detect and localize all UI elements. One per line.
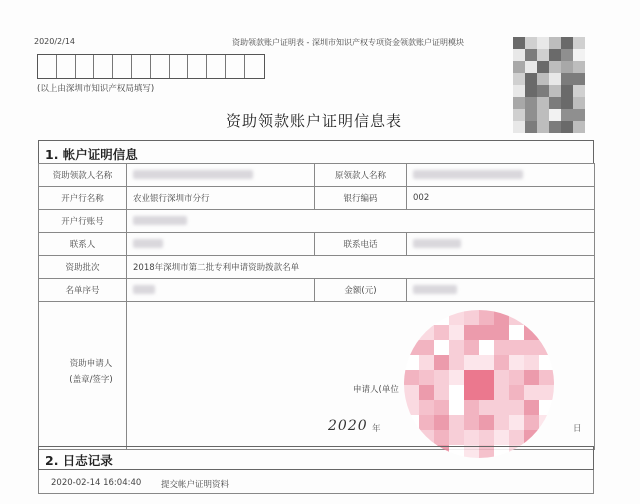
qr-pixel [561, 61, 573, 73]
stamp-pixel [509, 415, 524, 430]
stamp-pixel [479, 310, 494, 325]
stamp-pixel [509, 370, 524, 385]
stamp-pixel [524, 430, 539, 445]
qr-pixel [513, 97, 525, 109]
stamp-pixel [464, 400, 479, 415]
qr-pixel [573, 49, 585, 61]
stamp-pixel [524, 340, 539, 355]
stamp-pixel [404, 385, 419, 400]
qr-pixel [573, 97, 585, 109]
stamp-pixel [479, 370, 494, 385]
stamp-pixel [434, 385, 449, 400]
stamp-pixel [479, 355, 494, 370]
code-box [132, 55, 151, 78]
phone-label: 联系电话 [315, 233, 407, 256]
qr-pixel [537, 61, 549, 73]
stamp-pixel [404, 340, 419, 355]
table-row [39, 256, 595, 279]
qr-pixel [573, 61, 585, 73]
qr-pixel [573, 109, 585, 121]
payee-name-label: 资助领款人名称 [39, 164, 127, 187]
stamp-pixel [539, 310, 554, 325]
qr-pixel [525, 73, 537, 85]
original-payee-label: 原领款人名称 [315, 164, 407, 187]
stamp-pixel [449, 325, 464, 340]
stamp-pixel [449, 310, 464, 325]
table-row [39, 279, 595, 302]
qr-pixel [573, 37, 585, 49]
qr-pixel [549, 85, 561, 97]
stamp-pixel [524, 370, 539, 385]
qr-pixel [549, 37, 561, 49]
qr-pixel [549, 73, 561, 85]
code-box [188, 55, 207, 78]
stamp-pixel [449, 385, 464, 400]
stamp-pixel [464, 415, 479, 430]
signature-label-line2: (盖章/签字) [69, 375, 113, 385]
bank-code-label: 银行编码 [315, 187, 407, 210]
year-label: 年 [372, 424, 381, 434]
original-payee-value [407, 164, 595, 187]
amount-value [407, 279, 595, 302]
section-log-heading: 2. 日志记录 [38, 446, 594, 470]
official-seal-stamp [404, 310, 554, 458]
stamp-pixel [539, 355, 554, 370]
stamp-pixel [419, 355, 434, 370]
stamp-pixel [404, 415, 419, 430]
stamp-pixel [404, 370, 419, 385]
stamp-pixel [434, 430, 449, 445]
stamp-pixel [494, 310, 509, 325]
stamp-pixel [419, 370, 434, 385]
stamp-pixel [434, 325, 449, 340]
stamp-pixel [464, 325, 479, 340]
stamp-pixel [539, 430, 554, 445]
stamp-pixel [539, 385, 554, 400]
code-box [113, 55, 132, 78]
code-box [57, 55, 76, 78]
stamp-pixel [509, 355, 524, 370]
stamp-pixel [524, 325, 539, 340]
qr-pixel [537, 49, 549, 61]
table-row [39, 187, 595, 210]
list-number-label: 名单序号 [39, 279, 127, 302]
bank-account-value [127, 210, 595, 233]
redacted-value [133, 216, 187, 225]
code-box [245, 55, 264, 78]
stamp-pixel [524, 415, 539, 430]
qr-pixel [513, 61, 525, 73]
stamp-pixel [404, 430, 419, 445]
stamp-pixel [419, 325, 434, 340]
stamp-pixel [449, 415, 464, 430]
stamp-pixel [419, 340, 434, 355]
code-box [170, 55, 189, 78]
log-action: 提交帐户证明资料 [161, 480, 230, 490]
qr-code-pixelated [513, 37, 585, 133]
stamp-pixel [539, 325, 554, 340]
stamp-pixel [419, 385, 434, 400]
qr-pixel [561, 85, 573, 97]
bank-code-value: 002 [407, 187, 595, 210]
qr-pixel [561, 73, 573, 85]
code-box [207, 55, 226, 78]
bank-name-value: 农业银行深圳市分行 [127, 187, 315, 210]
stamp-pixel [539, 370, 554, 385]
qr-pixel [537, 97, 549, 109]
section-account-info-heading: 1. 帐户证明信息 [38, 140, 594, 164]
qr-pixel [537, 109, 549, 121]
stamp-pixel [434, 370, 449, 385]
log-entry [38, 470, 594, 494]
qr-pixel [573, 121, 585, 133]
stamp-pixel [419, 415, 434, 430]
contact-value [127, 233, 315, 256]
redacted-value [413, 170, 523, 179]
qr-pixel [549, 97, 561, 109]
qr-pixel [561, 37, 573, 49]
qr-pixel [513, 37, 525, 49]
stamp-pixel [509, 325, 524, 340]
qr-pixel [525, 97, 537, 109]
redacted-value [413, 239, 461, 248]
qr-pixel [513, 109, 525, 121]
qr-pixel [573, 85, 585, 97]
qr-pixel [513, 85, 525, 97]
stamp-pixel [509, 400, 524, 415]
contact-label: 联系人 [39, 233, 127, 256]
code-box [38, 55, 57, 78]
qr-pixel [513, 49, 525, 61]
list-number-value [127, 279, 315, 302]
stamp-pixel [479, 415, 494, 430]
stamp-pixel [494, 370, 509, 385]
table-row [39, 210, 595, 233]
qr-pixel [513, 121, 525, 133]
stamp-pixel [434, 355, 449, 370]
qr-pixel [525, 61, 537, 73]
stamp-pixel [509, 310, 524, 325]
qr-pixel [537, 85, 549, 97]
stamp-pixel [404, 310, 419, 325]
qr-pixel [561, 49, 573, 61]
qr-pixel [561, 109, 573, 121]
stamp-pixel [479, 325, 494, 340]
table-row [39, 233, 595, 256]
stamp-pixel [479, 385, 494, 400]
stamp-pixel [524, 400, 539, 415]
handwritten-year: 2020 [328, 418, 368, 434]
redacted-value [413, 285, 457, 294]
stamp-pixel [494, 415, 509, 430]
qr-pixel [549, 61, 561, 73]
signature-label-line1: 资助申请人 [69, 359, 113, 369]
qr-pixel [513, 73, 525, 85]
qr-pixel [549, 121, 561, 133]
qr-pixel [537, 37, 549, 49]
qr-pixel [525, 121, 537, 133]
redacted-value [133, 285, 155, 294]
stamp-pixel [419, 430, 434, 445]
stamp-pixel [524, 355, 539, 370]
stamp-pixel [449, 370, 464, 385]
stamp-pixel [449, 430, 464, 445]
stamp-pixel [464, 340, 479, 355]
stamp-pixel [434, 400, 449, 415]
qr-pixel [525, 85, 537, 97]
code-box [94, 55, 113, 78]
stamp-pixel [494, 355, 509, 370]
stamp-pixel [464, 370, 479, 385]
signature-label-cell [39, 302, 127, 450]
stamp-pixel [494, 325, 509, 340]
code-entry-boxes [37, 54, 265, 79]
print-header-title: 资助领款账户证明表 - 深圳市知识产权专项资金领款账户证明模块 [232, 38, 464, 47]
qr-pixel [549, 49, 561, 61]
qr-pixel [561, 97, 573, 109]
stamp-pixel [494, 430, 509, 445]
stamp-pixel [494, 385, 509, 400]
stamp-pixel [419, 400, 434, 415]
stamp-pixel [479, 340, 494, 355]
payee-name-value [127, 164, 315, 187]
stamp-pixel [509, 340, 524, 355]
stamp-pixel [524, 310, 539, 325]
log-timestamp: 2020-02-14 16:04:40 [51, 478, 142, 488]
stamp-pixel [404, 400, 419, 415]
qr-pixel [549, 109, 561, 121]
stamp-pixel [509, 430, 524, 445]
bank-account-label: 开户行账号 [39, 210, 127, 233]
stamp-pixel [449, 340, 464, 355]
stamp-pixel [524, 385, 539, 400]
qr-pixel [537, 121, 549, 133]
bank-name-label: 开户行名称 [39, 187, 127, 210]
stamp-pixel [434, 310, 449, 325]
document-title: 资助领款账户证明信息表 [226, 112, 403, 130]
qr-pixel [573, 73, 585, 85]
redacted-value [133, 239, 163, 248]
stamp-pixel [464, 310, 479, 325]
stamp-pixel [494, 340, 509, 355]
print-date: 2020/2/14 [34, 37, 76, 46]
stamp-pixel [464, 355, 479, 370]
stamp-pixel [434, 340, 449, 355]
batch-label: 资助批次 [39, 256, 127, 279]
redacted-value [133, 170, 253, 179]
stamp-pixel [404, 325, 419, 340]
stamp-pixel [479, 430, 494, 445]
qr-pixel [525, 109, 537, 121]
stamp-pixel [449, 355, 464, 370]
amount-label: 金额(元) [315, 279, 407, 302]
qr-pixel [561, 121, 573, 133]
code-box [226, 55, 245, 78]
stamp-pixel [539, 415, 554, 430]
qr-pixel [537, 73, 549, 85]
stamp-pixel [404, 355, 419, 370]
batch-value: 2018年深圳市第二批专利申请资助拨款名单 [127, 256, 595, 279]
stamp-pixel [539, 340, 554, 355]
code-box [76, 55, 95, 78]
code-entry-note: (以上由深圳市知识产权局填写) [37, 84, 155, 94]
stamp-pixel [419, 310, 434, 325]
applicant-signature-label: 申请人(单位 [353, 385, 399, 395]
qr-pixel [525, 37, 537, 49]
stamp-pixel [449, 400, 464, 415]
table-row [39, 164, 595, 187]
stamp-pixel [494, 400, 509, 415]
stamp-pixel [509, 385, 524, 400]
stamp-pixel [464, 385, 479, 400]
stamp-pixel [434, 415, 449, 430]
phone-value [407, 233, 595, 256]
code-box [151, 55, 170, 78]
day-label: 日 [573, 424, 582, 434]
qr-pixel [525, 49, 537, 61]
stamp-pixel [479, 400, 494, 415]
stamp-pixel [539, 400, 554, 415]
stamp-pixel [464, 430, 479, 445]
